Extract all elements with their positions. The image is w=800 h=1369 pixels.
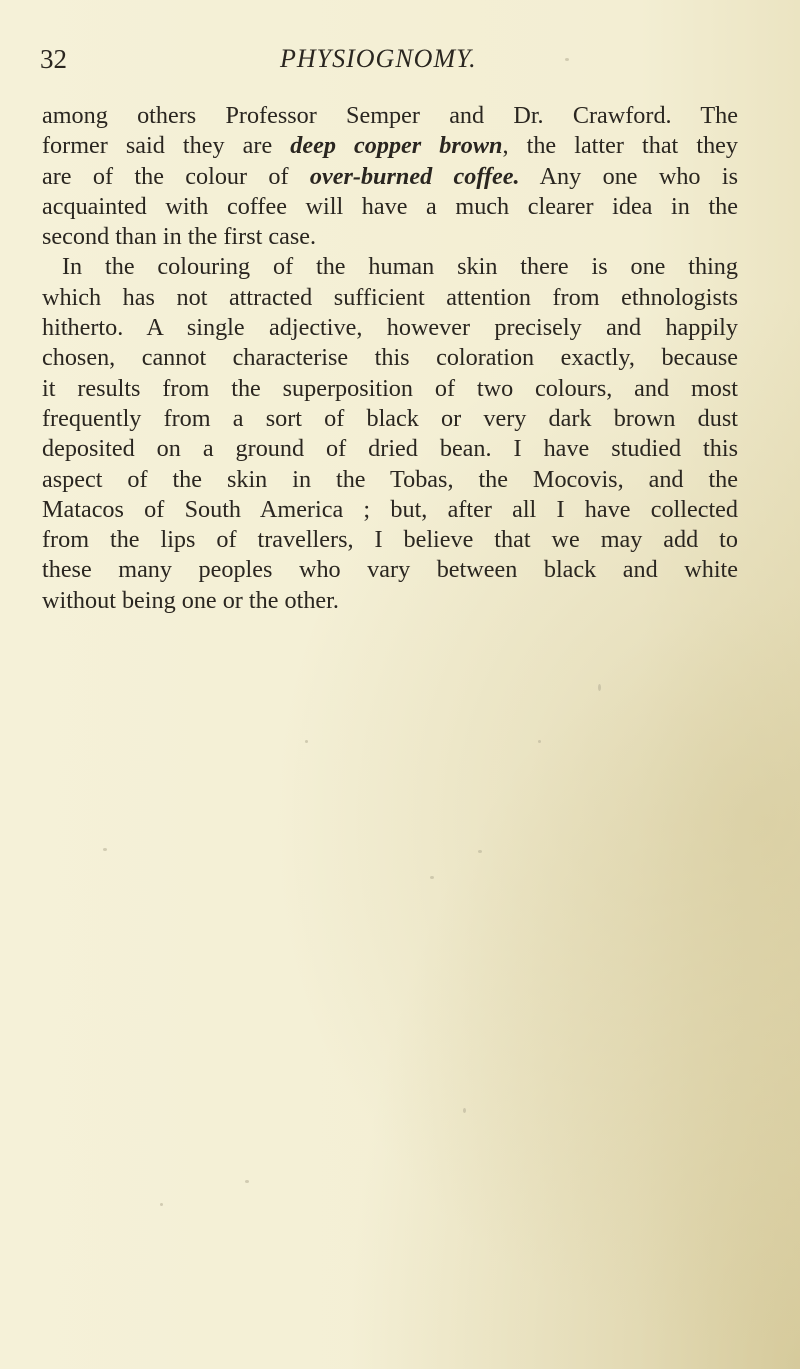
- text-line: these many peoples who vary between black and white: [42, 556, 738, 584]
- text-line: aspect of the skin in the Tobas, the Mocovis, and the: [42, 465, 738, 493]
- text-line: frequently from a sort of black or very dark brown dust: [42, 404, 738, 432]
- text-line: chosen, cannot characterise this coloration exactly, because: [42, 344, 738, 372]
- text-line: among others Professor Semper and Dr. Crawford. The: [42, 102, 738, 129]
- paper-speck: [245, 1180, 249, 1183]
- running-title: PHYSIOGNOMY.: [280, 44, 477, 73]
- paper-speck: [103, 848, 107, 851]
- text-line: acquainted with coffee will have a much clearer idea in the: [42, 192, 738, 220]
- text-line: [42, 131, 738, 161]
- paper-speck: [160, 1203, 163, 1206]
- text-line: from the lips of travellers, I believe that we may add to: [42, 526, 738, 554]
- text-line: second than in the first case.: [42, 223, 317, 251]
- paper-speck: [538, 740, 541, 743]
- body-text: [42, 101, 738, 616]
- paper-speck: [305, 740, 308, 743]
- paper-speck: [478, 850, 482, 853]
- paper-speck: [463, 1108, 466, 1113]
- text-line: without being one or the other.: [42, 586, 339, 614]
- text-line: which has not attracted sufficient attention from ethnologists: [42, 283, 738, 311]
- text-line: deposited on a ground of dried bean. I have studied this: [42, 435, 738, 463]
- running-head: [40, 44, 760, 84]
- text-line: In the colouring of the human skin there is one thing: [62, 253, 738, 281]
- paper-speck: [598, 684, 601, 691]
- page-number: 32: [40, 44, 67, 74]
- text-run: are of the colour of: [42, 162, 310, 190]
- paper-speck: [430, 876, 434, 879]
- text-line: hitherto. A single adjective, however precisely and happily: [42, 314, 738, 342]
- italic-term: deep copper brown: [290, 132, 503, 160]
- text-run: , the latter that they: [502, 132, 738, 160]
- text-line: it results from the superposition of two colours, and most: [42, 374, 738, 402]
- paper-speck: [565, 58, 569, 61]
- text-run: former said they are: [42, 132, 291, 160]
- text-line: Matacos of South America ; but, after all I have collected: [42, 495, 738, 523]
- italic-term: over-burned coffee.: [309, 162, 520, 190]
- text-run: Any one who is: [519, 162, 739, 190]
- text-line: [42, 162, 738, 192]
